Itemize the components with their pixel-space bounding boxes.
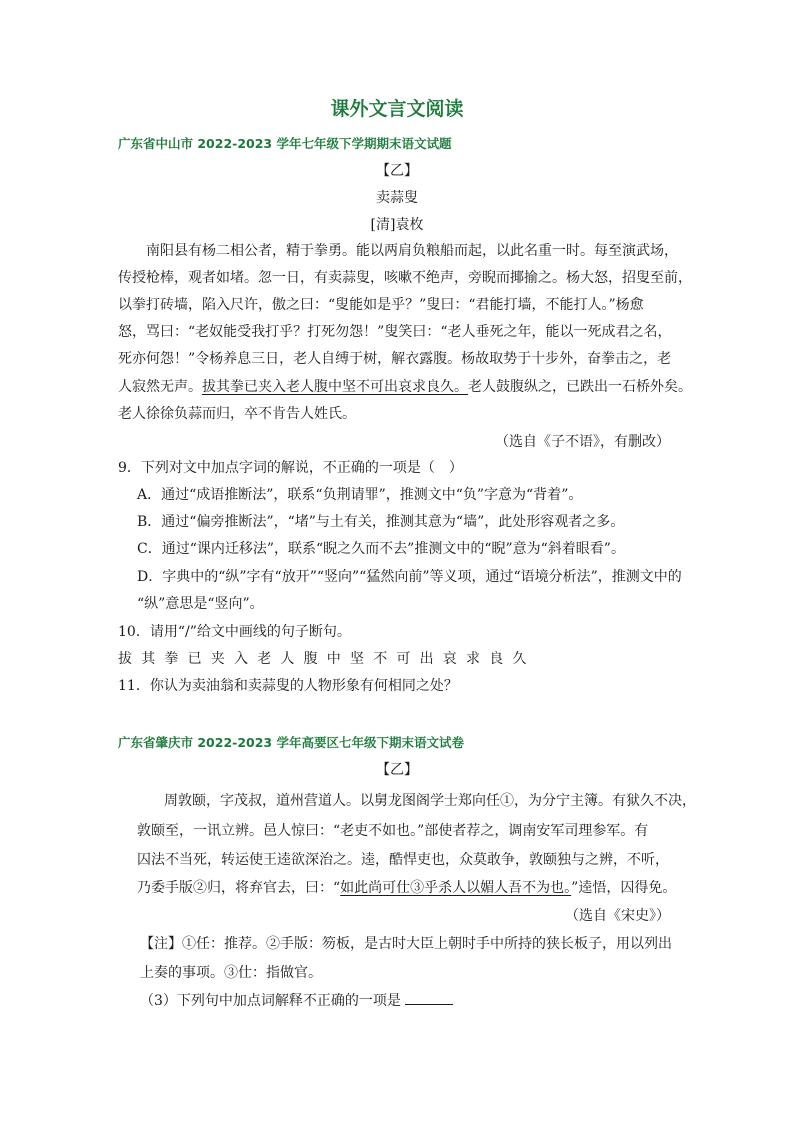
underlined-sentence: 如此尚可仕③乎杀人以媚人吾不为也。: [340, 880, 572, 896]
note-line: 【注】①任：推荐。②手版：笏板，是古时大臣上朝时手中所持的狭长板子，用以列出: [140, 936, 672, 952]
passage2-line: [137, 877, 676, 897]
underlined-sentence: 拔其拳已夹入老人腹中坚不可出哀求良久。: [202, 379, 468, 395]
passage1-text: 人寂然无声。: [118, 379, 202, 395]
section1-citation: （选自《子不语》，有删改）: [495, 434, 670, 450]
question-10-stem: 10．请用“/”给文中画线的句子断句。: [118, 624, 351, 640]
article-author: [清]袁枚: [370, 217, 424, 233]
passage2-text: 乃委手版②归，将弃官去，曰：“: [137, 880, 341, 896]
section2-citation: （选自《宋史》）: [565, 908, 670, 924]
page-title: 课外文言文阅读: [330, 98, 464, 120]
question-9-option-d: D．字典中的“纵”字有“放开”“竖向”“猛然向前”等义项，通过“语境分析法”，推测文中的: [137, 569, 682, 585]
passage1-line: 南阳县有杨二相公者，精于拳勇。能以两肩负粮船而起，以此名重一时。每至演武场，: [146, 243, 678, 259]
passage2-text: ”逵悟，囚得免。: [571, 880, 677, 896]
passage1-line: 老人徐徐负蒜而归，卒不肯告人姓氏。: [118, 406, 356, 422]
question-9-option-a: A．通过“成语推断法”，联系“负荆请罪”，推测文中“负”字意为“背着”。: [137, 487, 583, 503]
article-title: 卖蒜叟: [376, 190, 418, 206]
question-3-text: （3）下列句中加点词解释不正确的一项是: [140, 993, 401, 1009]
passage1-line: 怒，骂曰：“老奴能受我打乎？打死勿怨！”叟笑曰：“老人垂死之年，能以一死成君之名，: [118, 324, 672, 340]
passage1-line: 传授枪棒，观者如堵。忽一日，有卖蒜叟，咳嗽不绝声，旁睨而揶揄之。杨大怒，招叟至前，: [118, 270, 692, 286]
passage1-line: 死亦何怨！”令杨养息三日，老人自缚于树，解衣露腹。杨故取势于十步外，奋拳击之，老: [118, 351, 672, 367]
question-3-stem: [140, 990, 453, 1010]
passage1-text: 老人鼓腹纵之，已跌出一石桥外矣。: [468, 379, 692, 395]
section2-marker: 【乙】: [376, 762, 418, 778]
section2-source: 广东省肇庆市 2022-2023 学年高要区七年级下期末语文试卷: [118, 735, 464, 750]
section1-marker: 【乙】: [376, 163, 418, 179]
question-9-option-b: B．通过“偏旁推断法”，“堵”与土有关，推测其意为“墙”，此处形容观者之多。: [137, 514, 625, 530]
section1-source: 广东省中山市 2022-2023 学年七年级下学期期末语文试题: [118, 136, 452, 151]
passage1-line: 以拳打砖墙，陷入尺许，傲之曰：“叟能如是乎？”叟曰：“君能打墙，不能打人。”杨愈: [118, 297, 644, 313]
passage1-line: [118, 376, 692, 396]
note-line: 上奏的事项。③仕：指做官。: [140, 965, 322, 981]
passage2-line: 敦颐至，一讯立辨。邑人惊曰：“老吏不如也。”部使者荐之，调南安军司理参军。有: [137, 823, 649, 839]
question-11-stem: 11．你认为卖油翁和卖蒜叟的人物形象有何相同之处？: [118, 678, 458, 694]
question-10-sentence: 拔其拳已夹入老人腹中坚不可出哀求良久: [118, 651, 536, 667]
passage2-line: 周敦颐，字茂叔，道州营道人。以舅龙图阁学士郑向任①，为分宁主簿。有狱久不决，: [164, 793, 696, 809]
passage2-line: 囚法不当死，转运使王逵欲深治之。逵，酷悍吏也，众莫敢争，敦颐独与之辨，不听，: [137, 852, 669, 868]
answer-blank: [405, 992, 453, 1005]
question-9-option-c: C．通过“课内迁移法”，联系“睨之久而不去”推测文中的“睨”意为“斜着眼看”。: [137, 541, 625, 557]
question-9-option-d-cont: “纵”意思是“竖向”。: [137, 596, 264, 612]
question-9-stem: 9．下列对文中加点字词的解说，不正确的一项是（ ）: [118, 460, 463, 476]
